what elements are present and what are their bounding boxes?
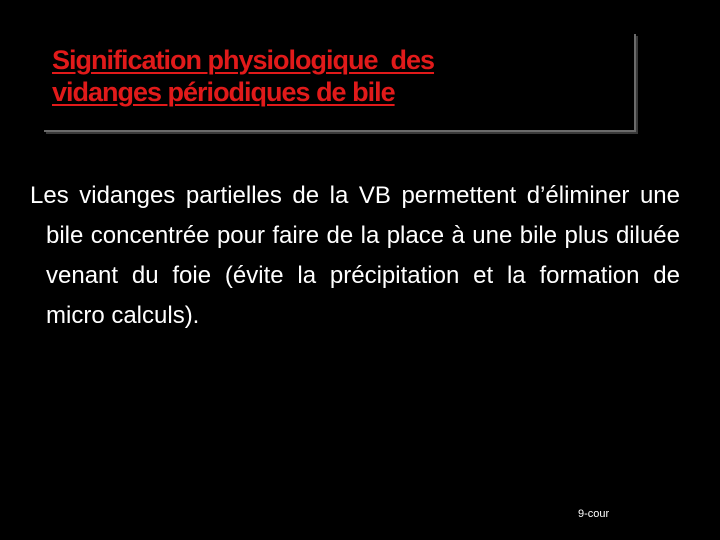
title-line-1: Signification physiologique des bbox=[52, 45, 435, 75]
body-paragraph: Les vidanges partielles de la VB permettent d’éliminer une bile concentrée pour faire de la place à une bile plus diluée venant du foie (évite la précipitation et la formation de micro calculs). bbox=[30, 182, 680, 329]
title-line-2: vidanges périodiques de bile bbox=[52, 77, 395, 107]
slide-title bbox=[52, 44, 434, 108]
title-box bbox=[44, 34, 636, 132]
footer-label: 9-cour bbox=[578, 508, 610, 520]
